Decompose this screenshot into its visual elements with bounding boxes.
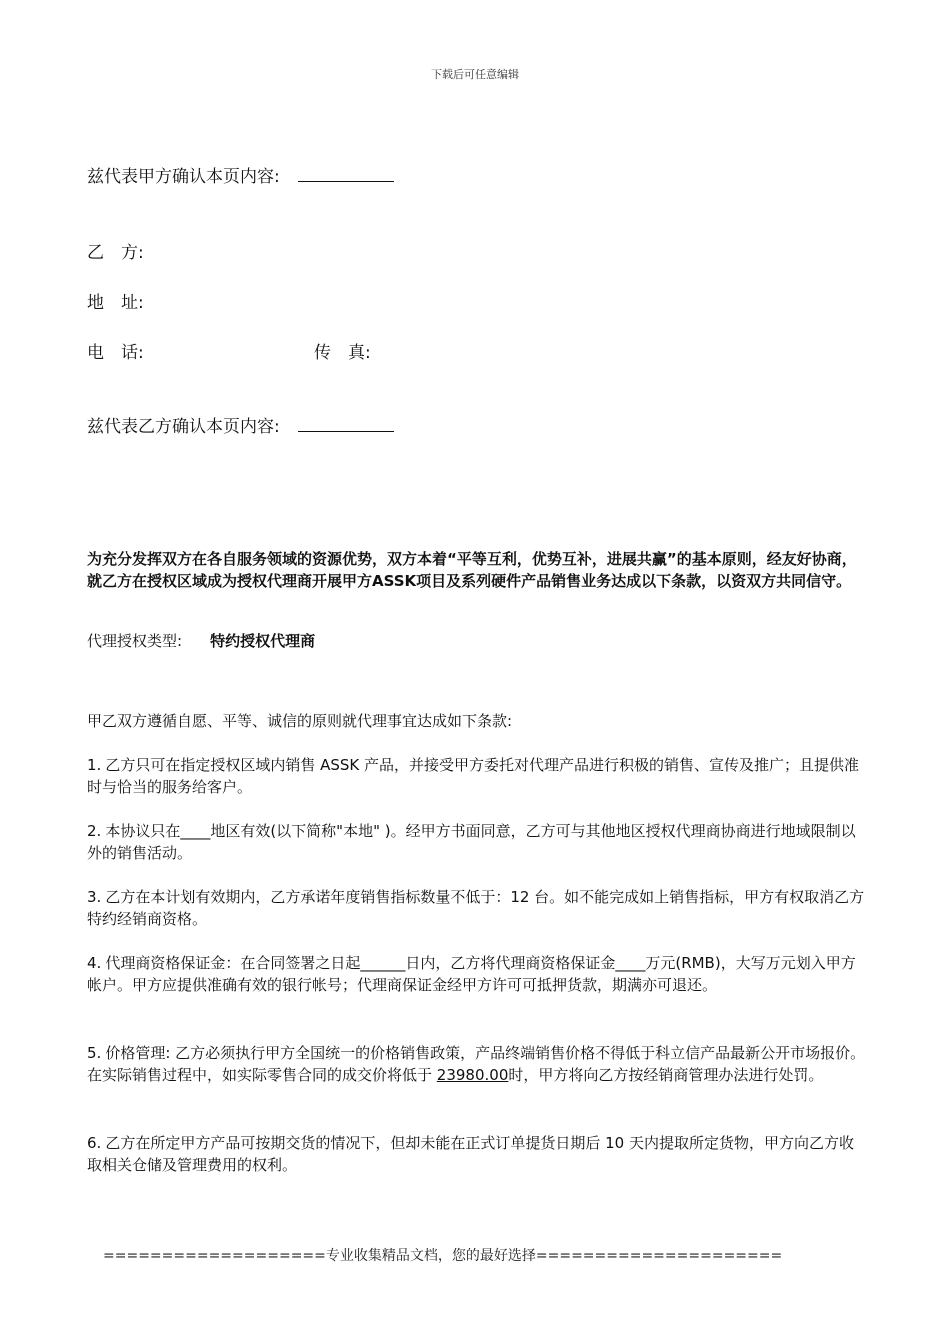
clause-text-a: 代理商资格保证金：在合同签署之日起: [105, 954, 361, 972]
clause-2: [87, 820, 867, 864]
clause-number: 2.: [87, 822, 102, 840]
party-b-confirm: [87, 412, 394, 437]
party-b-fax-label: 传 真:: [314, 343, 371, 363]
header-note: 下载后可任意编辑: [431, 68, 519, 81]
clause-number: 3.: [87, 888, 102, 906]
minimum-price: 23980.00: [436, 1066, 509, 1084]
party-b-address-label: 地 址:: [87, 293, 144, 313]
clause-text: 乙方只可在指定授权区域内销售 ASSK 产品，并接受甲方委托对代理产品进行积极的销售、宣传及推广；且提供准时与恰当的服务给客户。: [87, 756, 859, 796]
days-blank: ______: [360, 954, 406, 972]
amount-blank: ____: [615, 954, 646, 972]
party-a-confirm-label: 兹代表甲方确认本页内容:: [87, 167, 280, 187]
clause-text-pre: 本协议只在: [105, 822, 181, 840]
party-b-confirm-label: 兹代表乙方确认本页内容:: [87, 417, 280, 437]
clause-text-post: 地区有效(以下简称"本地" )。经甲方书面同意，乙方可与其他地区授权代理商协商进行地域限制以外的销售活动。: [87, 822, 856, 862]
clause-number: 1.: [87, 756, 102, 774]
clause-6: [87, 1132, 867, 1176]
party-b-address-field: [87, 288, 144, 313]
clause-text-pre: 价格管理: 乙方必须执行甲方全国统一的价格销售政策，产品终端销售价格不得低于科立信产品最新公开市场报价。在实际销售过程中，如实际零售合同的成交价将低于: [87, 1044, 866, 1084]
agency-type: [87, 630, 315, 651]
clause-text-post: 时，甲方将向乙方按经销商管理办法进行处罚。: [508, 1066, 824, 1084]
footer-note: ===================专业收集精品文档，您的最好选择=====================: [103, 1248, 783, 1264]
clause-number: 5.: [87, 1044, 102, 1062]
clause-number: 6.: [87, 1134, 102, 1152]
agency-type-value: 特约授权代理商: [210, 632, 316, 650]
party-b-name-label: 乙 方:: [87, 243, 144, 263]
clause-3: [87, 886, 867, 930]
clause-text: 乙方在所定甲方产品可按期交货的情况下，但却未能在正式订单提货日期后 10 天内提取所定货物，甲方向乙方收取相关仓储及管理费用的权利。: [87, 1134, 854, 1174]
party-a-confirm: [87, 162, 394, 187]
party-b-name-field: [87, 238, 144, 263]
party-a-signature-line: [298, 165, 394, 182]
clause-4: [87, 952, 867, 996]
party-b-signature-line: [298, 415, 394, 432]
clause-text-b: 日内，乙方将代理商资格保证金: [405, 954, 616, 972]
lead-paragraph: 甲乙双方遵循自愿、平等、诚信的原则就代理事宜达成如下条款:: [87, 712, 513, 730]
clause-text: 乙方在本计划有效期内，乙方承诺年度销售指标数量不低于：12 台。如不能完成如上销售指标，甲方有权取消乙方特约经销商资格。: [87, 888, 865, 928]
party-b-phone-field: [87, 338, 144, 363]
clause-number: 4.: [87, 954, 102, 972]
clause-text-c: 万元(RMB)，大写万元划入甲方帐户。甲方应提供准确有效的银行帐号；代理商保证金经甲方许可可抵押货款，期满亦可退还。: [87, 954, 856, 994]
agency-type-label: 代理授权类型:: [87, 632, 183, 650]
intro-paragraph: 为充分发挥双方在各自服务领域的资源优势，双方本着“平等互利，优势互补，进展共赢”的基本原则，经友好协商，就乙方在授权区域成为授权代理商开展甲方ASSK项目及系列硬件产品销售业务达成以下条款，以资双方共同信守。: [87, 550, 857, 590]
clause-1: [87, 754, 867, 798]
party-b-fax-field: [314, 338, 371, 363]
region-blank: ____: [180, 822, 211, 840]
clause-5: [87, 1042, 867, 1086]
party-b-phone-label: 电 话:: [87, 343, 144, 363]
